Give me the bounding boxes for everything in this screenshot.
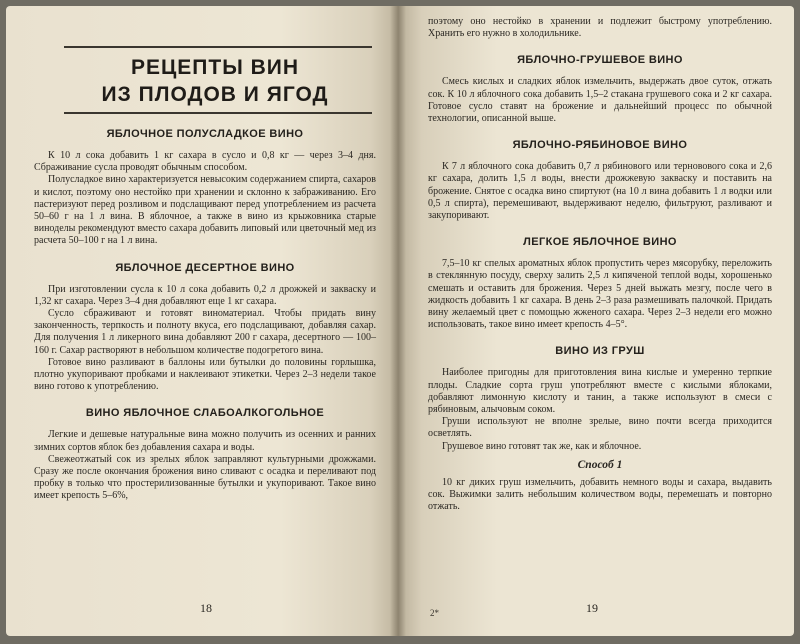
paragraph: Легкие и дешевые натуральные вина можно получить из осенних и ранних зимних сортов яблок без добавления сахара и воды.	[34, 429, 376, 453]
page-number-right: 19	[586, 601, 598, 615]
paragraph: Сусло сбраживают и готовят виноматериал. Чтобы придать вину законченность, терпкость и полноту вкуса, его подслащивают, добавляя сахар. Для получения 1 л ликерного вина добавляют 200 г сахара, десертного — 100–160 г. Сахар растворяют в небольшом количестве подогретого вина.	[34, 308, 376, 356]
chapter-title	[50, 54, 380, 108]
paragraph: При изготовлении сусла к 10 л сока добавить 0,2 л дрожжей и закваску и 1,32 кг сахара. Через 3–4 дня добавляют еще 1 кг сахара.	[34, 283, 376, 307]
method-title: Способ 1	[577, 458, 623, 471]
paragraph: Наиболее пригодны для приготовления вина кислые и умеренно терпкие плоды. Сладкие сорта груш употребляют вместе с кислыми яблоками, добавляют лимонную кислоту и танин, а также используют в смеси с рябиновым, алычовым соком.	[428, 367, 772, 416]
paragraph: К 10 л сока добавить 1 кг сахара в сусло и 0,8 кг — через 3–4 дня. Сбраживание сусла проводят обычным способом.	[34, 150, 376, 174]
chapter-title-line2: ИЗ ПЛОДОВ И ЯГОД	[101, 83, 329, 106]
left-page	[6, 6, 398, 636]
paragraph: Груши используют не вполне зрелые, вино почти всегда приходится осветлять.	[428, 416, 772, 440]
section-title: ЯБЛОЧНОЕ ПОЛУСЛАДКОЕ ВИНО	[106, 128, 304, 140]
signature-mark: 2*	[430, 608, 439, 618]
paragraph: 10 кг диких груш измельчить, добавить немного воды и сахара, выдавить сок. Выжимки залить небольшим количеством воды, перемешать и повторно отжать.	[428, 476, 772, 513]
paragraph: Полусладкое вино характеризуется невысоким содержанием спирта, сахаров и кислот, поэтому оно нестойко при хранении и склонно к забраживанию. Его пастеризуют перед розливом и подслащивают перед употреблением из расчета 50–60 г на 1 л вина. В яблочное, а также в вино из крыжовника старые виноделы рекомендуют вместо сахара добавить липовый или цветочный мед из расчета 50–100 г на 1 л вина.	[34, 174, 376, 247]
section-title: ВИНО ЯБЛОЧНОЕ СЛАБОАЛКОГОЛЬНОЕ	[85, 407, 325, 420]
paragraph: Готовое вино разливают в баллоны или бутылки до половины горлышка, плотно укупоривают пробками и наклеивают этикетки. Через 2–3 недели такое вино готово к употреблению.	[34, 356, 376, 393]
right-page	[398, 6, 794, 636]
continued-paragraph: поэтому оно нестойко в хранении и подлежит быстрому употреблению. Хранить его нужно в холодильнике.	[428, 16, 772, 40]
paragraph: К 7 л яблочного сока добавить 0,7 л рябинового или терновового сока и 2,6 кг сахара, долить 1,5 л воды, внести дрожжевую закваску и поставить на брожение. Снятое с осадка вино спиртуют (на 10 л вина добавить 1 л водки или 0,5 л спирта), перемешивают, выдерживают неделю, фильтруют, разливают и закупоривают.	[428, 161, 772, 222]
page-number-left: 18	[200, 601, 212, 615]
section-title: ЛЕГКОЕ ЯБЛОЧНОЕ ВИНО	[523, 236, 677, 249]
paragraph: Грушевое вино готовят так же, как и яблочное.	[442, 440, 642, 452]
chapter-title-line1: РЕЦЕПТЫ ВИН	[130, 56, 300, 79]
section-title: ВИНО ИЗ ГРУШ	[555, 345, 645, 358]
paragraph: Свежеотжатый сок из зрелых яблок заправляют культурными дрожжами. Сразу же после окончания брожения вино сливают с осадка и переливают под пробку в только что простерилизованные бутылки и укупоривают. Такое вино имеет крепость 5–6%,	[34, 453, 376, 502]
paragraph: 7,5–10 кг спелых ароматных яблок пропустить через мясорубку, переложить в стеклянную посуду, сверху залить 2,5 л кипяченой теплой воды, хорошенько смешать и оставить для брожения. Через 5 дней выжать мезгу, после чего в жидкость добавить 1 кг сахара. В день 2–3 раза размешивать палочкой. Придать вину желаемый цвет с помощью жженого сахара. Через 2–3 недели его можно использовать, такое вино имеет крепость 4–5°.	[428, 258, 772, 331]
section-title: ЯБЛОЧНОЕ ДЕСЕРТНОЕ ВИНО	[115, 261, 295, 274]
title-top-rule	[64, 46, 372, 48]
section-title: ЯБЛОЧНО-РЯБИНОВОЕ ВИНО	[512, 139, 688, 152]
title-bottom-rule	[64, 112, 372, 114]
section-title: ЯБЛОЧНО-ГРУШЕВОЕ ВИНО	[517, 54, 683, 67]
paragraph: Смесь кислых и сладких яблок измельчить, выдержать двое суток, отжать сок. К 10 л яблочного сока добавить 1,5–2 стакана грушевого сока и 2 кг сахара. Готовое сусло ставят на брожение и дальнейший процесс по обычной технологии, описанной выше.	[428, 76, 772, 125]
